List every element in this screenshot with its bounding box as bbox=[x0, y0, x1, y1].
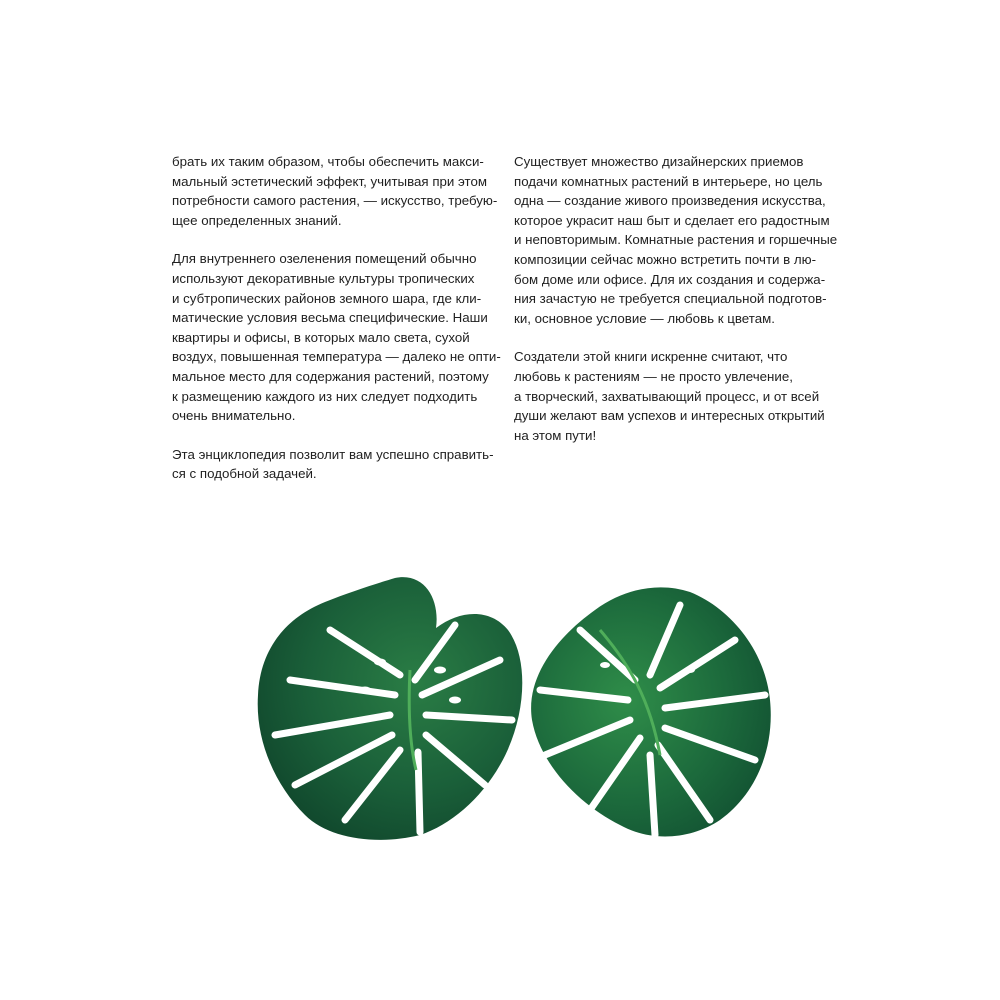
left-text-column bbox=[172, 152, 522, 503]
text-line: потребности самого растения, — искусство, требую- bbox=[172, 193, 498, 209]
text-line: к размещению каждого из них следует подходить bbox=[172, 388, 478, 404]
text-line: щее определенных знаний. bbox=[172, 212, 342, 228]
paragraph bbox=[172, 152, 522, 230]
paragraph bbox=[514, 347, 864, 445]
monstera-leaves-illustration bbox=[250, 570, 780, 850]
text-line: души желают вам успехов и интересных открытий bbox=[514, 408, 825, 424]
text-line: Для внутреннего озеленения помещений обычно bbox=[172, 251, 477, 267]
paragraph bbox=[172, 249, 522, 425]
text-line: любовь к растениям — не просто увлечение, bbox=[514, 368, 793, 384]
text-line: бом доме или офисе. Для их создания и содержа- bbox=[514, 271, 826, 287]
paragraph bbox=[172, 445, 522, 484]
text-line: на этом пути! bbox=[514, 427, 597, 443]
text-line: одна — создание живого произведения искусства, bbox=[514, 193, 826, 209]
text-line: Создатели этой книги искренне считают, что bbox=[514, 349, 788, 365]
text-line: мальный эстетический эффект, учитывая при этом bbox=[172, 173, 488, 189]
text-line: брать их таким образом, чтобы обеспечить макси- bbox=[172, 154, 484, 169]
text-line: которое украсит наш быт и сделает его радостным bbox=[514, 212, 830, 228]
text-line: матические условия весьма специфические. Наши bbox=[172, 310, 488, 326]
text-line: ся с подобной задачей. bbox=[172, 466, 317, 482]
text-line: и неповторимым. Комнатные растения и горшечные bbox=[514, 232, 838, 248]
right-text-column bbox=[514, 152, 864, 464]
text-line: воздух, повышенная температура — далеко не опти- bbox=[172, 349, 501, 365]
text-line: и субтропических районов земного шара, где кли- bbox=[172, 290, 482, 306]
text-line: мальное место для содержания растений, поэтому bbox=[172, 368, 489, 384]
text-line: используют декоративные культуры тропических bbox=[172, 270, 475, 286]
text-line: очень внимательно. bbox=[172, 408, 296, 424]
text-line: квартиры и офисы, в которых мало света, сухой bbox=[172, 329, 470, 345]
paragraph bbox=[514, 152, 864, 328]
text-line: подачи комнатных растений в интерьере, но цель bbox=[514, 173, 823, 189]
text-line: композиции сейчас можно встретить почти в лю- bbox=[514, 251, 817, 267]
monstera-leaf-icon bbox=[531, 587, 771, 836]
text-line: ки, основное условие — любовь к цветам. bbox=[514, 310, 775, 326]
text-line: а творческий, захватывающий процесс, и от всей bbox=[514, 388, 820, 404]
monstera-leaf-icon bbox=[258, 577, 523, 840]
text-line: Эта энциклопедия позволит вам успешно справить- bbox=[172, 446, 494, 462]
text-line: Существует множество дизайнерских приемов bbox=[514, 154, 804, 169]
text-line: ния зачастую не требуется специальной подготов- bbox=[514, 291, 827, 307]
